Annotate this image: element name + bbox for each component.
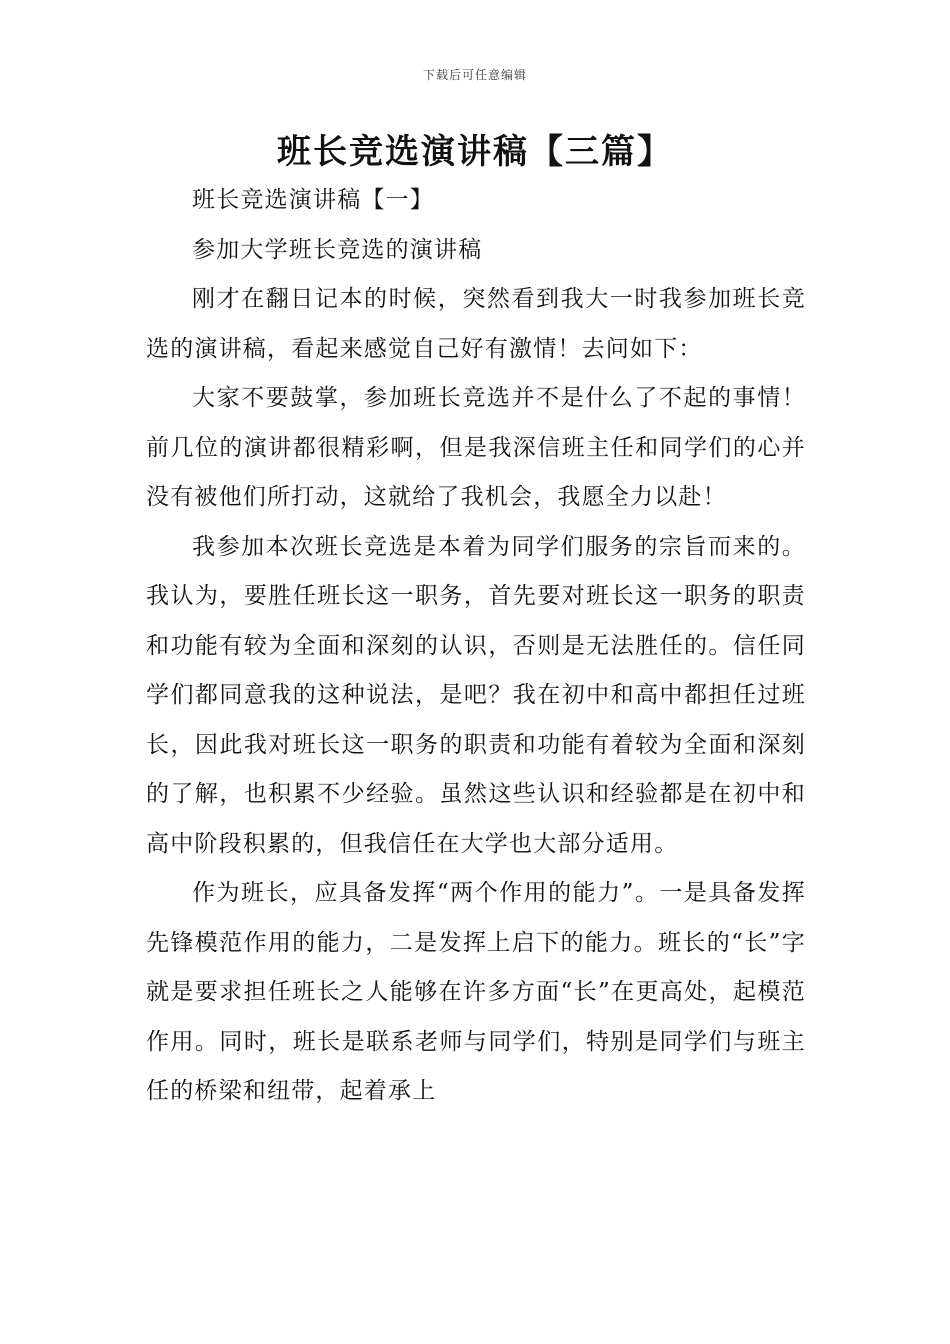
header-note: 下载后可任意编辑 (422, 68, 527, 82)
document-title: 班长竞选演讲稿【三篇】 (277, 132, 673, 172)
paragraph: 我参加本次班长竞选是本着为同学们服务的宗旨而来的。我认为，要胜任班长这一职务，首先要对班长这一职务的职责和功能有较为全面和深刻的认识，否则是无法胜任的。信任同学们都同意我的这种说法，是吧？我在初中和高中都担任过班长，因此我对班长这一职务的职责和功能有着较为全面和深刻的了解，也积累不少经验。虽然这些认识和经验都是在初中和高中阶段积累的，但我信任在大学也大部分适用。 (146, 533, 806, 857)
section-heading: 班长竞选演讲稿【一】 (192, 187, 434, 213)
paragraph: 作为班长，应具备发挥“两个作用的能力”。一是具备发挥先锋模范作用的能力，二是发挥上启下的能力。班长的“长”字就是要求担任班长之人能够在许多方面“长”在更高处，起模范作用。同时，班长是联系老师与同学们，特别是同学们与班主任的桥梁和纽带，起着承上 (146, 880, 806, 1104)
paragraph: 刚才在翻日记本的时候，突然看到我大一时我参加班长竞选的演讲稿，看起来感觉自己好有激情！去问如下： (146, 286, 806, 362)
document-body (146, 176, 806, 1117)
subheading: 参加大学班长竞选的演讲稿 (192, 236, 483, 263)
paragraph: 大家不要鼓掌，参加班长竞选并不是什么了不起的事情！前几位的演讲都很精彩啊，但是我深信班主任和同学们的心并没有被他们所打动，这就给了我机会，我愿全力以赴！ (146, 385, 806, 510)
